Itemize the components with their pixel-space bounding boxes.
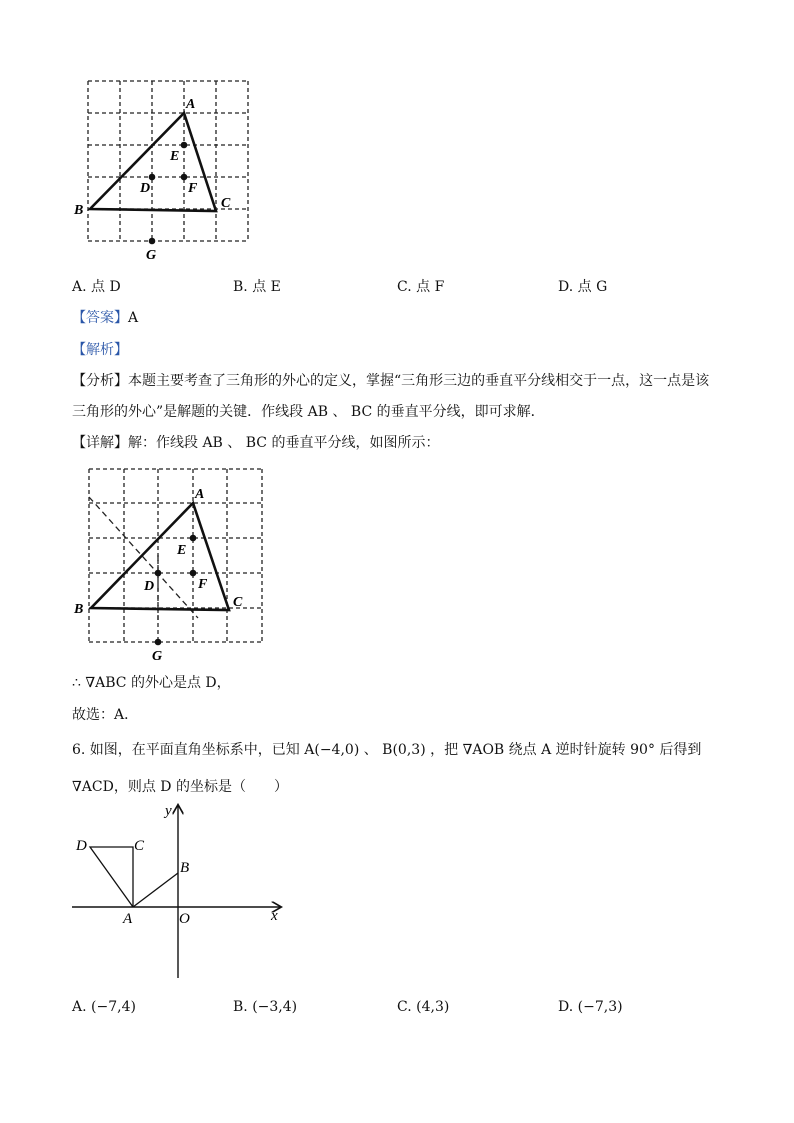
- point-d: [149, 174, 156, 181]
- label-a: A: [186, 97, 196, 112]
- label-c: C: [134, 838, 145, 854]
- q5-option-d[interactable]: D. 点 G: [558, 279, 608, 295]
- label-g: G: [152, 649, 163, 664]
- label-e: E: [170, 149, 180, 164]
- label-d: D: [76, 838, 87, 854]
- q6-line-1: 6. 如图，在平面直角坐标系中，已知 A(−4,0) 、 B(0,3) ，把 ∇AOB 绕点 A 逆时针旋转 90° 后得到: [72, 742, 702, 758]
- label-g: G: [146, 248, 157, 263]
- fenxi-line-1: 【分析】本题主要考查了三角形的外心的定义，掌握“三角形三边的垂直平分线相交于一点，这一点是该: [72, 373, 710, 389]
- label-o: O: [179, 911, 190, 927]
- figure-3-coordinate-plane: [62, 798, 292, 983]
- analysis-tag: 【解析】: [72, 342, 128, 358]
- label-d: D: [140, 181, 151, 196]
- answer-value: A: [128, 310, 139, 326]
- point-f: [181, 174, 188, 181]
- label-b: B: [180, 860, 190, 876]
- q6-option-b[interactable]: B. (−3,4): [233, 999, 298, 1015]
- label-f: F: [188, 181, 198, 196]
- segment-ab: [133, 873, 178, 907]
- figure-2-grid-bisectors: [72, 460, 272, 665]
- point-e: [190, 535, 197, 542]
- fenxi-line-2: 三角形的外心”是解题的关键．作线段 AB 、 BC 的垂直平分线，即可求解．: [72, 404, 545, 420]
- label-b: B: [74, 203, 84, 218]
- triangle-abc: [90, 113, 216, 211]
- answer-line: [72, 307, 138, 327]
- label-a: A: [195, 487, 205, 502]
- figure-1-grid-triangle: [70, 70, 270, 265]
- q6-option-c[interactable]: C. (4,3): [397, 999, 450, 1015]
- q6-option-a[interactable]: A. (−7,4): [72, 999, 136, 1015]
- axis-label-y: y: [165, 803, 172, 819]
- label-b: B: [74, 602, 84, 617]
- label-c: C: [221, 196, 231, 211]
- point-e: [181, 142, 188, 149]
- q6-line-2: ∇ACD，则点 D 的坐标是（ ）: [72, 779, 288, 795]
- label-d: D: [144, 579, 155, 594]
- q5-option-a[interactable]: A. 点 D: [72, 279, 121, 295]
- answer-tag: 【答案】: [72, 310, 128, 326]
- label-a: A: [123, 911, 133, 927]
- label-c: C: [233, 595, 243, 610]
- detail-line: 【详解】解：作线段 AB 、 BC 的垂直平分线，如图所示：: [72, 435, 440, 451]
- triangle-abc: [91, 503, 229, 610]
- point-d: [155, 570, 162, 577]
- fenxi-tag: 【分析】: [72, 373, 128, 389]
- triangle-acd: [90, 847, 133, 907]
- grid-lines: [88, 81, 248, 241]
- point-g: [155, 639, 162, 646]
- label-f: F: [198, 577, 208, 592]
- q5-option-b[interactable]: B. 点 E: [233, 279, 281, 295]
- q6-option-d[interactable]: D. (−7,3): [558, 999, 623, 1015]
- grid-lines: [89, 469, 262, 642]
- point-g: [149, 238, 156, 245]
- conclusion-line: ∴ ∇ABC 的外心是点 D，: [72, 675, 231, 691]
- axis-label-x: x: [271, 908, 278, 924]
- point-f: [190, 570, 197, 577]
- q5-option-c[interactable]: C. 点 F: [397, 279, 445, 295]
- choose-line: 故选：A．: [72, 707, 139, 723]
- detail-tag: 【详解】: [72, 435, 128, 451]
- label-e: E: [177, 543, 187, 558]
